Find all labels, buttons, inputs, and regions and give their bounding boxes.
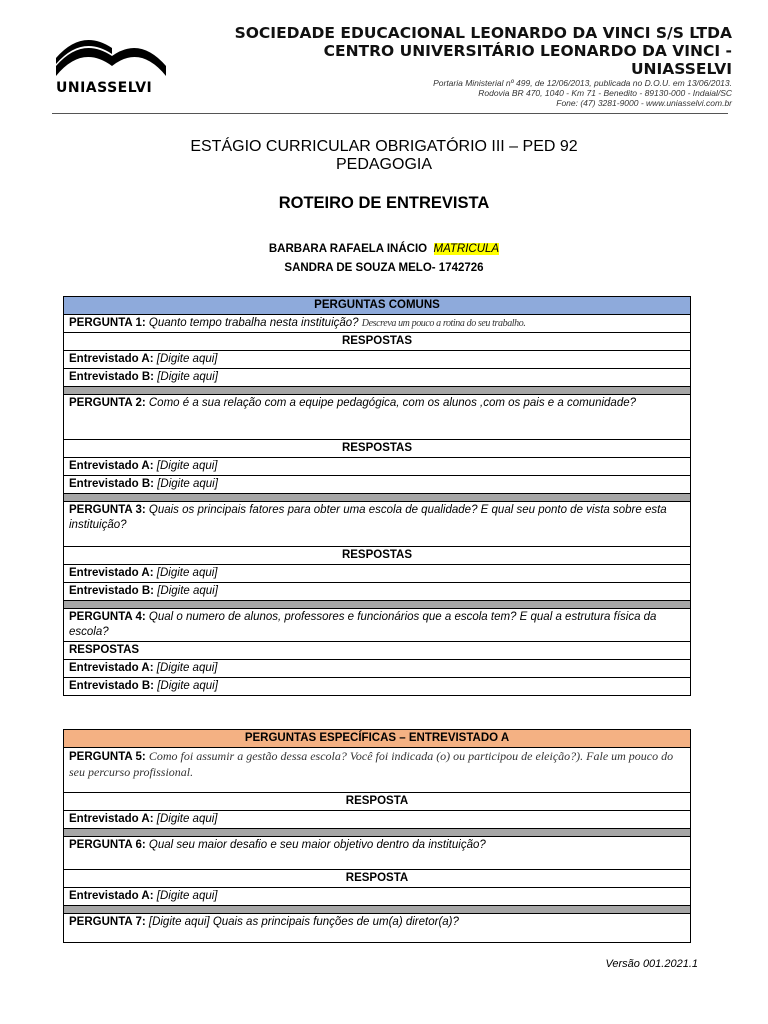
institution-line-1: SOCIEDADE EDUCACIONAL LEONARDO DA VINCI S/S LTDA (234, 24, 732, 42)
question-7: PERGUNTA 7: [Digite aqui] Quais as principais funções de um(a) diretor(a)? (64, 914, 691, 943)
question-2: PERGUNTA 2: Como é a sua relação com a equipe pedagógica, com os alunos ,com os pais e a comunidade? (64, 395, 691, 440)
common-questions-table (63, 296, 691, 696)
answer-2a[interactable]: Entrevistado A: [Digite aqui] (64, 458, 691, 476)
respostas-label: RESPOSTAS (64, 547, 691, 565)
answer-3a[interactable]: Entrevistado A: [Digite aqui] (64, 565, 691, 583)
student-name-1 (0, 243, 768, 255)
separator (64, 387, 691, 395)
answer-1a[interactable]: Entrevistado A: [Digite aqui] (64, 351, 691, 369)
separator (64, 494, 691, 502)
course-title: ESTÁGIO CURRICULAR OBRIGATÓRIO III – PED 92 (190, 138, 578, 155)
student-name-1-text: BARBARA RAFAELA INÁCIO (268, 243, 428, 255)
resposta-label: RESPOSTA (64, 870, 691, 888)
contact-text: Fone: (47) 3281-9000 - www.uniasselvi.com.br (556, 98, 732, 108)
institution-info (235, 24, 732, 108)
version-label: Versão 001.2021.1 (605, 958, 698, 970)
question-7-placeholder[interactable]: [Digite aqui] (148, 916, 210, 928)
answer-2b[interactable]: Entrevistado B: [Digite aqui] (64, 476, 691, 494)
question-6: PERGUNTA 6: Qual seu maior desafio e seu maior objetivo dentro da instituição? (64, 837, 691, 870)
institution-line-3: UNIASSELVI (630, 60, 732, 78)
question-1: PERGUNTA 1: Quanto tempo trabalha nesta instituição? Descreva um pouco a rotina do seu trabalho. (64, 315, 691, 333)
specific-questions-header: PERGUNTAS ESPECÍFICAS – ENTREVISTADO A (64, 730, 691, 748)
respostas-label: RESPOSTAS (64, 333, 691, 351)
resposta-label: RESPOSTA (64, 793, 691, 811)
answer-1b[interactable]: Entrevistado B: [Digite aqui] (64, 369, 691, 387)
respostas-label: RESPOSTAS (64, 642, 691, 660)
specific-questions-table (63, 729, 691, 943)
answer-4a[interactable]: Entrevistado A: [Digite aqui] (64, 660, 691, 678)
respostas-label: RESPOSTAS (64, 440, 691, 458)
separator (64, 906, 691, 914)
student-name-2: SANDRA DE SOUZA MELO- 1742726 (284, 262, 484, 274)
separator (64, 601, 691, 609)
course-subtitle: PEDAGOGIA (335, 156, 433, 173)
logo-text: UNIASSELVI (56, 80, 153, 96)
answer-5a[interactable]: Entrevistado A: [Digite aqui] (64, 811, 691, 829)
question-3: PERGUNTA 3: Quais os principais fatores para obter uma escola de qualidade? E qual seu ponto de vista sobre esta instituição? (64, 502, 691, 547)
question-5: PERGUNTA 5: Como foi assumir a gestão dessa escola? Você foi indicada (o) ou participou de eleição?). Fale um pouco do seu percurso profissional. (64, 748, 691, 793)
address-text: Rodovia BR 470, 1040 - Km 71 - Benedito - 89130-000 - Indaial/SC (478, 88, 732, 98)
answer-3b[interactable]: Entrevistado B: [Digite aqui] (64, 583, 691, 601)
matricula-highlight[interactable]: MATRICULA (433, 243, 500, 255)
document-header (0, 0, 768, 116)
answer-6a[interactable]: Entrevistado A: [Digite aqui] (64, 888, 691, 906)
separator (64, 829, 691, 837)
institution-line-2: CENTRO UNIVERSITÁRIO LEONARDO DA VINCI - (323, 42, 732, 60)
question-4: PERGUNTA 4: Qual o numero de alunos, professores e funcionários que a escola tem? E qual a estrutura física da escola? (64, 609, 691, 642)
common-questions-header: PERGUNTAS COMUNS (64, 297, 691, 315)
portaria-text: Portaria Ministerial nº 499, de 12/06/2013, publicada no D.O.U. em 13/06/2013. (433, 78, 732, 88)
header-divider (52, 113, 728, 114)
answer-4b[interactable]: Entrevistado B: [Digite aqui] (64, 678, 691, 696)
page-title: ROTEIRO DE ENTREVISTA (278, 194, 490, 212)
